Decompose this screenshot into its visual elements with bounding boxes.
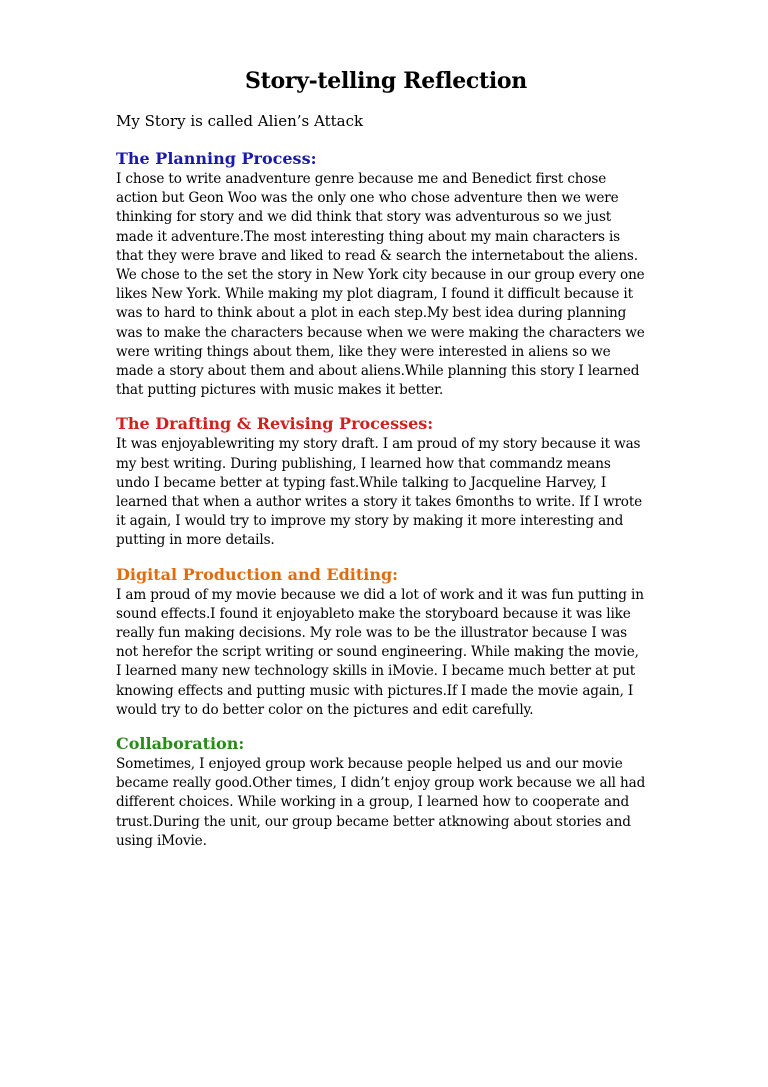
text-line: that putting pictures with music makes it better. [116,382,444,399]
section-body-planning [116,170,656,400]
text-line: would try to do better color on the pictures and edit carefully. [116,701,534,718]
text-line: were writing things about them, like they were interested in aliens so we [116,343,611,360]
text-line: not herefor the script writing or sound engineering. While making the movie, [116,644,639,661]
text-line: that they were brave and liked to read & search the internetabout the aliens. [116,247,638,264]
text-line: Sometimes, I enjoyed group work because people helped us and our movie [116,756,623,773]
section-heading-collaboration: Collaboration: [116,734,245,754]
text-line: sound effects.I found it enjoyableto make the storyboard because it was like [116,605,631,622]
text-line: made it adventure.The most interesting thing about my main characters is [116,228,620,245]
section-digital-production [116,564,656,720]
text-line: different choices. While working in a group, I learned how to cooperate and [116,794,630,811]
text-line: undo I became better at typing fast.While talking to Jacqueline Harvey, I [116,474,607,491]
section-heading-planning: The Planning Process: [116,149,317,168]
text-line: We chose to the set the story in New York city because in our group every one [116,267,645,284]
text-line: thinking for story and we did think that story was adventurous so we just [116,209,612,226]
text-line: made a story about them and about aliens.While planning this story I learned [116,363,640,380]
section-body-drafting [116,435,656,550]
section-heading-drafting: The Drafting & Revising Processes: [116,414,434,434]
section-drafting [116,413,656,550]
story-name: My Story is called Alien’s Attack [116,112,364,130]
text-line: using iMovie. [116,832,207,849]
section-collaboration [116,733,656,851]
document-page [116,66,656,864]
text-line: I am proud of my movie because we did a lot of work and it was fun putting in [116,586,644,603]
text-line: became really good.Other times, I didn’t enjoy group work because we all had [116,775,646,792]
text-line: action but Geon Woo was the only one who chose adventure then we were [116,190,619,207]
text-line: I chose to write anadventure genre because me and Benedict first chose [116,171,607,187]
section-planning [116,148,656,400]
text-line: really fun making decisions. My role was to be the illustrator because I was [116,625,627,642]
text-line: It was enjoyablewriting my story draft. I am proud of my story because it was [116,436,641,453]
text-line: likes New York. While making my plot diagram, I found it difficult because it [116,286,633,303]
text-line: it again, I would try to improve my story by making it more interesting and [116,513,624,530]
text-line: trust.During the unit, our group became better atknowing about stories and [116,813,631,830]
text-line: learned that when a author writes a story it takes 6months to write. If I wrote [116,494,643,511]
text-line: putting in more details. [116,532,275,549]
text-line: my best writing. During publishing, I learned how that commandz means [116,455,611,472]
text-line: knowing effects and putting music with pictures.If I made the movie again, I [116,682,634,699]
text-line: was to hard to think about a plot in each step.My best idea during planning [116,305,627,322]
text-line: was to make the characters because when we were making the characters we [116,324,645,341]
text-line: I learned many new technology skills in iMovie. I became much better at put [116,663,636,680]
section-body-collaboration [116,755,656,851]
page-title: Story-telling Reflection [245,68,527,94]
section-body-digital-production [116,586,656,720]
section-heading-digital-production: Digital Production and Editing: [116,564,399,584]
